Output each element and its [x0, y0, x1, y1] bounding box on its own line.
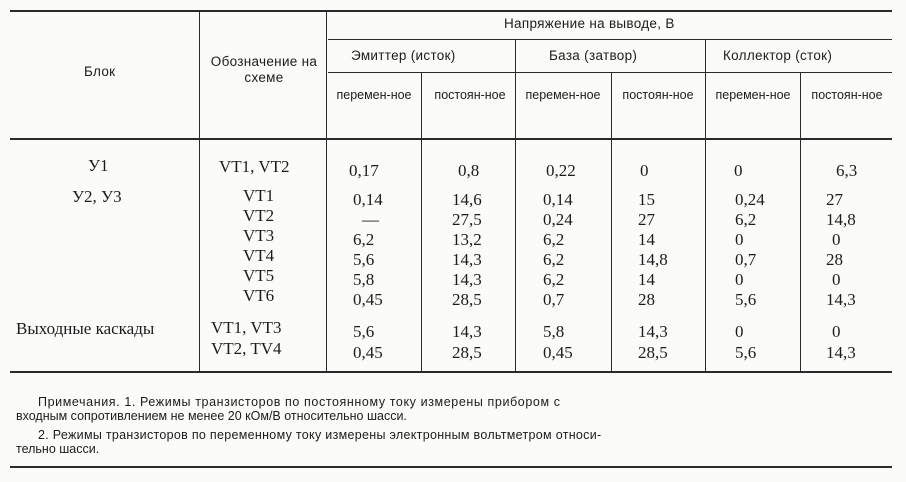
- cell-value: 14: [638, 270, 655, 289]
- cell-value: 13,2: [452, 230, 482, 249]
- cell-value: 28,5: [638, 343, 668, 362]
- note-line-1: Примечания. 1. Режимы транзисторов по постоянному току измерены прибором с: [38, 395, 561, 409]
- sub-header-collector-dc: постоян-ное: [811, 88, 883, 102]
- block-label: У2, У3: [72, 187, 122, 206]
- block-label: Выходные каскады: [16, 319, 155, 338]
- note-line-3: 2. Режимы транзисторов по переменному току измерены электронным вольтметром относи-: [38, 428, 602, 442]
- sub-header-emitter-dc: постоян-ное: [434, 88, 506, 102]
- cell-value: 0: [832, 230, 841, 249]
- col-rule-base-split: [611, 72, 612, 372]
- header-block: Блок: [84, 64, 116, 79]
- group-base: База (затвор): [549, 48, 638, 63]
- cell-value: 0,14: [353, 190, 383, 209]
- cell-value: 6,2: [543, 270, 565, 289]
- cell-designation: VT6: [243, 286, 275, 305]
- cell-value: 14,3: [826, 343, 856, 362]
- group-rule: [328, 72, 892, 73]
- cell-value: 14: [638, 230, 655, 249]
- cell-value: 27: [638, 210, 655, 229]
- voltage-title-rule: [328, 39, 892, 40]
- col-rule-collector: [705, 40, 706, 372]
- cell-value: 14,6: [452, 190, 482, 209]
- cell-value: 0,17: [349, 161, 379, 180]
- cell-value: 6,2: [543, 230, 565, 249]
- group-collector: Коллектор (сток): [723, 48, 833, 63]
- cell-designation: VT2: [243, 206, 275, 225]
- note-line-2: входным сопротивлением не менее 20 кОм/В относительно шасси.: [16, 409, 407, 423]
- sub-header-emitter-ac: перемен-ное: [336, 88, 412, 102]
- cell-value: 0,14: [543, 190, 573, 209]
- table-bottom-rule: [10, 371, 892, 373]
- cell-value: 14,3: [452, 322, 482, 341]
- cell-value: 0: [734, 161, 743, 180]
- cell-value: 27: [826, 190, 843, 209]
- cell-value: 15: [638, 190, 655, 209]
- cell-value: 0,24: [543, 210, 573, 229]
- cell-value: 28: [638, 290, 655, 309]
- cell-value: 0,8: [458, 161, 480, 180]
- sub-header-base-dc: постоян-ное: [622, 88, 694, 102]
- col-rule-base: [515, 40, 516, 372]
- table-top-rule: [10, 10, 892, 12]
- sub-header-base-ac: перемен-ное: [525, 88, 601, 102]
- header-bottom-rule: [10, 138, 892, 140]
- cell-designation: VT1, VT2: [219, 157, 290, 176]
- cell-designation: VT4: [243, 246, 275, 265]
- cell-value: 0,45: [353, 290, 383, 309]
- cell-value: 14,3: [452, 250, 482, 269]
- cell-value: 14,3: [452, 270, 482, 289]
- cell-value: 5,8: [543, 322, 565, 341]
- cell-value: 0,7: [735, 250, 757, 269]
- note-line-4: тельно шасси.: [16, 442, 100, 456]
- cell-value: 0: [735, 322, 744, 341]
- col-rule-designation: [326, 11, 327, 372]
- cell-value: 5,6: [353, 322, 375, 341]
- cell-value: 14,3: [826, 290, 856, 309]
- cell-value: 0: [832, 322, 841, 341]
- cell-value: 0: [832, 270, 841, 289]
- block-label: У1: [88, 156, 109, 175]
- cell-value: 14,8: [826, 210, 856, 229]
- cell-value: 6,2: [543, 250, 565, 269]
- cell-designation: VT2, TV4: [211, 339, 282, 358]
- col-rule-collector-split: [800, 72, 801, 372]
- cell-value: 14,3: [638, 322, 668, 341]
- cell-value: 6,2: [353, 230, 375, 249]
- cell-value: 0: [640, 161, 649, 180]
- cell-value: 28,5: [452, 343, 482, 362]
- page-bottom-rule: [10, 466, 892, 468]
- sub-header-collector-ac: перемен-ное: [715, 88, 791, 102]
- cell-value: 14,8: [638, 250, 668, 269]
- cell-value: 6,2: [735, 210, 757, 229]
- cell-designation: VT3: [243, 226, 275, 245]
- cell-value: —: [362, 210, 379, 229]
- header-voltage-title: Напряжение на выводе, В: [504, 16, 675, 31]
- cell-value: 28: [826, 250, 843, 269]
- cell-value: 0,22: [546, 161, 576, 180]
- cell-value: 5,6: [735, 290, 757, 309]
- group-emitter: Эмиттер (исток): [351, 48, 456, 63]
- cell-value: 6,3: [836, 161, 858, 180]
- col-rule-block: [199, 11, 200, 372]
- cell-value: 0: [735, 270, 744, 289]
- cell-value: 27,5: [452, 210, 482, 229]
- cell-value: 28,5: [452, 290, 482, 309]
- col-rule-emitter-split: [421, 72, 422, 372]
- cell-value: 0,24: [735, 190, 765, 209]
- cell-value: 0,45: [543, 343, 573, 362]
- cell-value: 0: [735, 230, 744, 249]
- cell-value: 0,7: [543, 290, 565, 309]
- cell-designation: VT5: [243, 266, 275, 285]
- cell-value: 5,6: [735, 343, 757, 362]
- cell-value: 5,8: [353, 270, 375, 289]
- cell-value: 5,6: [353, 250, 375, 269]
- cell-value: 0,45: [353, 343, 383, 362]
- cell-designation: VT1: [243, 186, 275, 205]
- cell-designation: VT1, VT3: [211, 318, 282, 337]
- header-designation: Обозначение на схеме: [210, 54, 318, 85]
